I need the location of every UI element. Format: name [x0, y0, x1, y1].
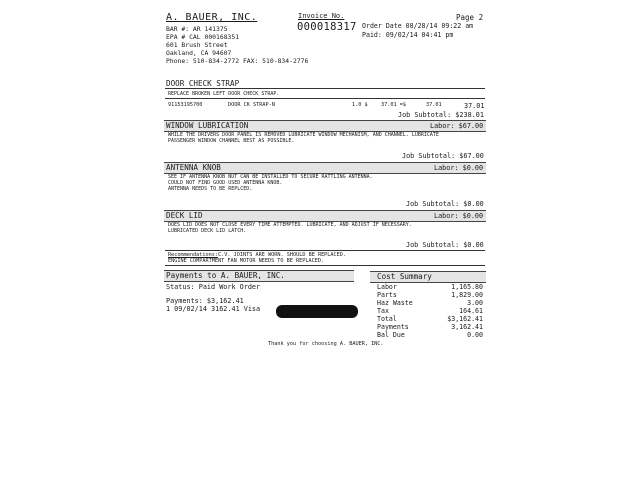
cost-row-tax: [377, 307, 483, 315]
cost-label: Parts: [377, 291, 397, 299]
description-line: DOES LID DOES NOT CLOSE EVERY TIME ATTEMPTED. LUBRICATE, AND ADJUST IF NECESSARY.: [168, 222, 412, 228]
part-total: 37.01: [464, 102, 485, 110]
section-title-antenna-knob: ANTENNA KNOB: [166, 163, 221, 172]
cost-value: 3.00: [467, 299, 483, 307]
payments-total: Payments: $3,162.41: [166, 297, 244, 305]
description-line: LUBRICATED DECK LID LATCH.: [168, 228, 247, 234]
part-qty: 1.0 $: [352, 102, 368, 108]
cost-row-total: [377, 315, 483, 323]
page-number: Page 2: [456, 13, 484, 22]
cost-value: 1,165.80: [451, 283, 483, 291]
payment-entry: 1 09/02/14 3162.41 Visa: [166, 305, 261, 313]
labor-amount: Labor: $0.00: [434, 212, 484, 220]
recommendation-line: ENGINE COMPARTMENT FAN MOTOR NEEDS TO BE REPLACED.: [168, 258, 325, 264]
job-subtotal: Job Subtotal: $0.00: [406, 241, 484, 249]
section-description: REPLACE BROKEN LEFT DOOR CHECK STRAP.: [168, 91, 280, 97]
cost-value: 164.61: [459, 307, 483, 315]
shop-street: 601 Brush Street: [166, 41, 228, 49]
bar-number: BAR #: AR 141375: [166, 25, 228, 33]
description-line: WHILE THE DRIVERS DOOR PANEL IS REMOVED LUBRICATE WINDOW MECHANISM, AND CHANNEL. LUBRICATE: [168, 132, 439, 138]
section-title-door-check-strap: DOOR CHECK STRAP: [166, 79, 240, 88]
paid-date: Paid: 09/02/14 04:41 pm: [362, 31, 454, 39]
section-title-window-lubrication: WINDOW LUBRICATION: [166, 121, 249, 130]
divider: [165, 250, 485, 251]
cost-row-haz-waste: [377, 299, 483, 307]
cost-value: $3,162.41: [447, 315, 483, 323]
cost-label: Total: [377, 315, 397, 323]
job-subtotal: Job Subtotal: $238.01: [398, 111, 484, 119]
cost-label: Bal Due: [377, 331, 405, 339]
cost-row-bal-due: [377, 331, 483, 339]
labor-amount: Labor: $67.00: [430, 122, 484, 130]
invoice-number: 000018317: [297, 21, 357, 33]
shop-name: A. BAUER, INC.: [166, 12, 258, 23]
cost-value: 1,829.00: [451, 291, 483, 299]
job-subtotal: Job Subtotal: $0.00: [406, 200, 484, 208]
redacted-card-number: [276, 305, 358, 318]
part-extended: 37.01: [426, 102, 442, 108]
thank-you-note: Thank you for choosing A. BAUER, INC.: [268, 341, 384, 347]
cost-label: Tax: [377, 307, 389, 315]
cost-summary-title: Cost Summary: [377, 272, 432, 281]
part-number: 91153195700: [168, 102, 203, 108]
cost-value: 3,162.41: [451, 323, 483, 331]
job-subtotal: Job Subtotal: $67.00: [402, 152, 484, 160]
cost-row-labor: [377, 283, 483, 291]
invoice-label: Invoice No.: [298, 12, 345, 20]
cost-label: Payments: [377, 323, 409, 331]
part-price: 37.01 =$: [381, 102, 406, 108]
cost-label: Labor: [377, 283, 397, 291]
payments-title: Payments to A. BAUER, INC.: [166, 271, 285, 280]
divider: [165, 98, 485, 99]
order-date: Order Date 08/28/14 09:22 am: [362, 22, 474, 30]
payment-status: Status: Paid Work Order: [166, 283, 261, 291]
description-line: SEE IF ANTENNA KNOB NUT CAN BE INSTALLED TO SECURE RATTLING ANTENNA.: [168, 174, 373, 180]
cost-value: 0.00: [467, 331, 483, 339]
recommendation-line: C.V. JOINTS ARE WORN. SHOULD BE REPLACED.: [218, 252, 347, 258]
divider: [165, 88, 485, 89]
cost-row-payments: [377, 323, 483, 331]
epa-number: EPA # CAL 000168351: [166, 33, 240, 41]
divider: [165, 265, 485, 266]
part-name: DOOR CK STRAP-N: [228, 102, 275, 108]
description-line: ANTENNA NEEDS TO BE REPLCED.: [168, 186, 253, 192]
section-title-deck-lid: DECK LID: [166, 211, 203, 220]
description-line: COULD NOT FIND GOOD USED ANTENNA KNOB.: [168, 180, 283, 186]
shop-phone: Phone: 510-834-2772 FAX: 510-834-2776: [166, 57, 309, 65]
cost-row-parts: [377, 291, 483, 299]
cost-label: Haz Waste: [377, 299, 413, 307]
description-line: PASSENGER WINDOW CHANNEL BEST AS POSSIBLE.: [168, 138, 295, 144]
labor-amount: Labor: $0.00: [434, 164, 484, 172]
recommendations-label: Recommendations:: [168, 252, 218, 258]
shop-city: Oakland, CA 94607: [166, 49, 232, 57]
